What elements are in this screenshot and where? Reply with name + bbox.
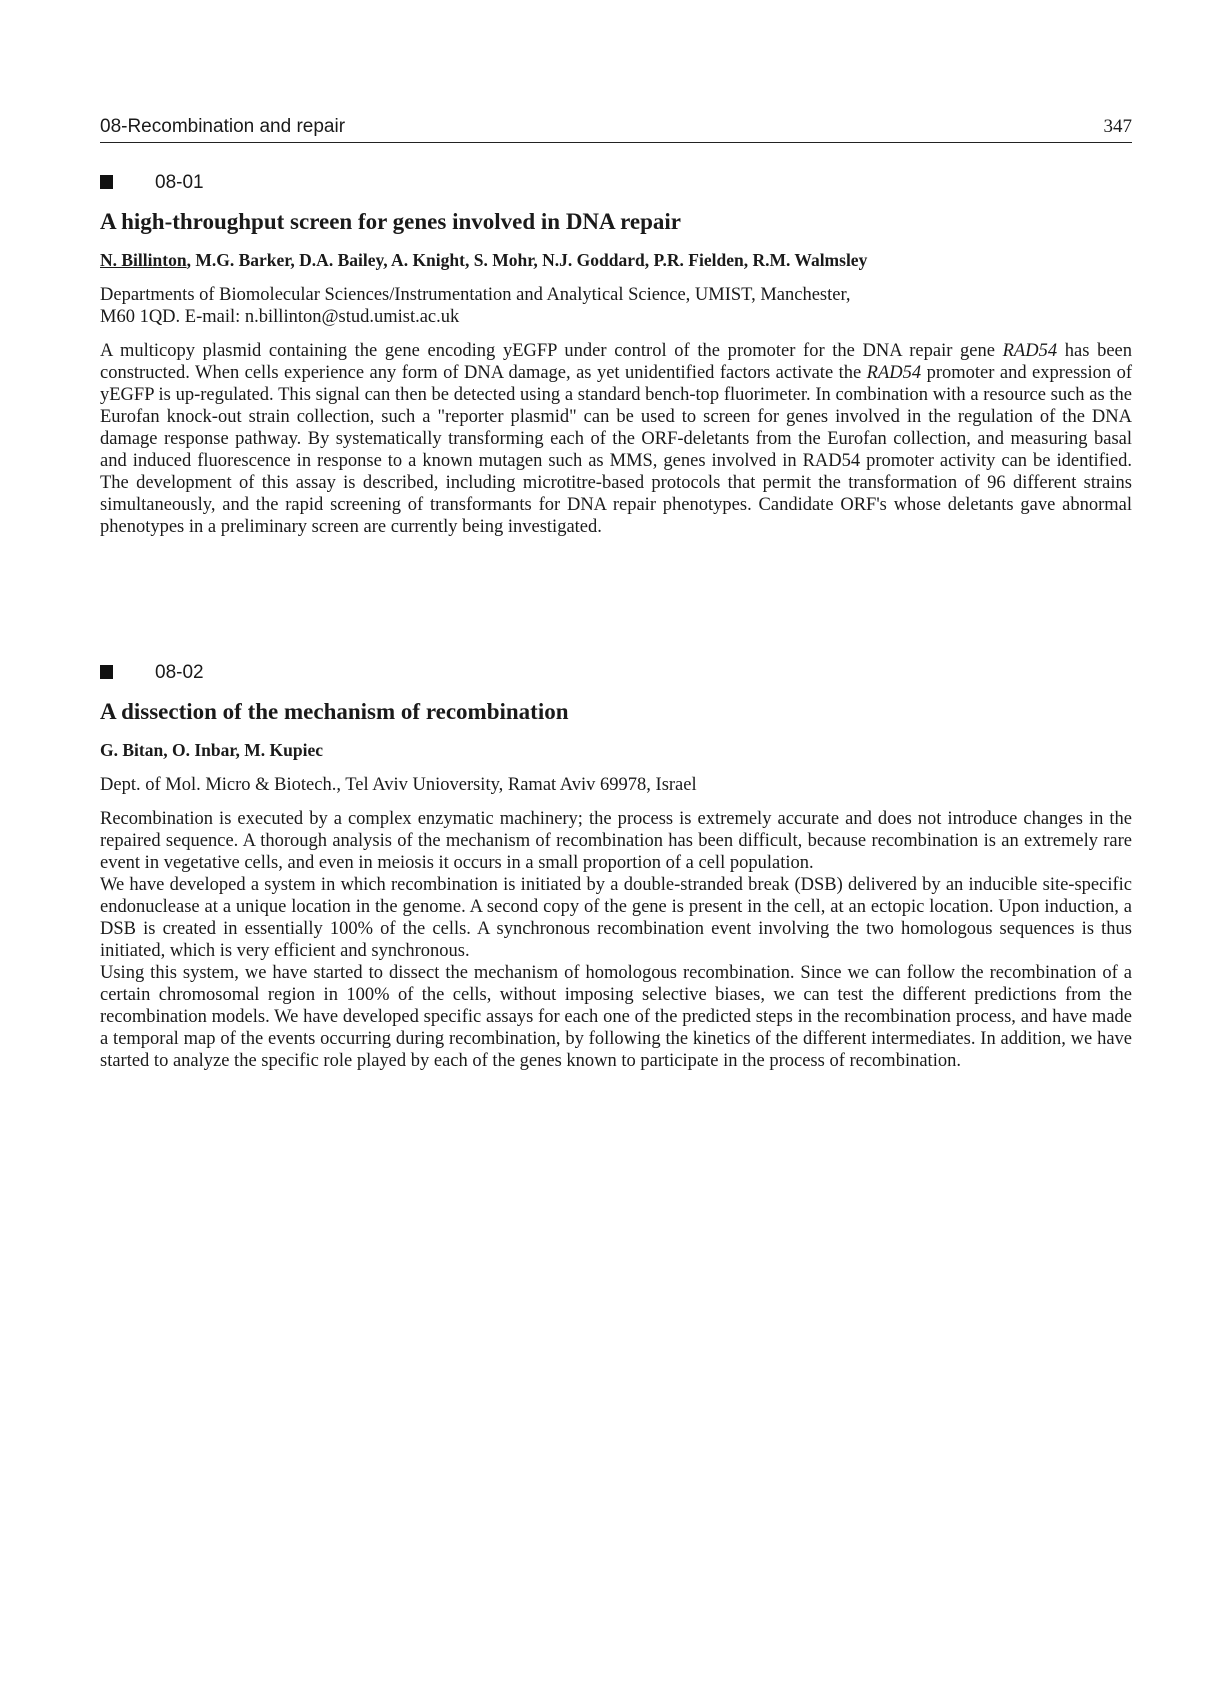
body-paragraph: Recombination is executed by a complex enzymatic machinery; the process is extremely accurate and does not introduce changes in the repaired sequence. A thorough analysis of the mechanism of recombination has been difficult, because recombination is an extremely rare event in vegetative cells, and even in meiosis it occurs in a small proportion of a cell population. xyxy=(100,809,1132,873)
abstract-header xyxy=(100,170,1132,198)
abstract-authors xyxy=(100,248,1132,272)
body-text: has been constructed. When cells experience any form of DNA damage, as yet unidentified factors activate the xyxy=(100,341,1132,383)
page-number: 347 xyxy=(1103,116,1132,137)
abstract-08-02 xyxy=(100,660,1132,1072)
gene-name: RAD54 xyxy=(866,363,922,383)
abstract-id: 08-02 xyxy=(155,662,204,683)
abstract-affiliation xyxy=(100,284,1132,328)
abstract-id: 08-01 xyxy=(155,172,204,193)
abstract-08-01 xyxy=(100,170,1132,538)
body-text: promoter and expression of yEGFP is up-regulated. This signal can then be detected using a standard bench-top fluorimeter. In combination with a resource such as the Eurofan knock-out strain collection, such a "reporter plasmid" can be used to screen for genes involved in the regulation of the DNA damage response pathway. By systematically transforming each of the ORF-deletants from the Eurofan collection, and measuring basal and induced fluorescence in response to a known mutagen such as MMS, genes involved in RAD54 promoter activity can be identified. The development of this assay is described, including microtitre-based protocols that permit the transformation of 96 different strains simultaneously, and the rapid screening of transformants for DNA repair phenotypes. Candidate ORF's whose deletants gave abnormal phenotypes in a preliminary screen are currently being investigated. xyxy=(100,363,1133,537)
square-bullet-icon xyxy=(100,665,113,679)
body-paragraph: Using this system, we have started to dissect the mechanism of homologous recombination. Since we can follow the recombination of a certain chromosomal region in 100% of the cells, without imposing selective biases, we can test the different predictions from the recombination models. We have developed specific assays for each one of the predicted steps in the recombination process, and have made a temporal map of the events occurring during recombination, by following the kinetics of the different intermediates. In addition, we have started to analyze the specific role played by each of the genes known to participate in the process of recombination. xyxy=(100,963,1132,1071)
abstract-authors: G. Bitan, O. Inbar, M. Kupiec xyxy=(100,740,323,760)
abstract-affiliation: Dept. of Mol. Micro & Biotech., Tel Aviv Unioversity, Ramat Aviv 69978, Israel xyxy=(100,775,697,795)
abstract-header xyxy=(100,660,1132,688)
running-head xyxy=(100,112,1132,143)
abstract-body xyxy=(100,340,1132,538)
co-authors: , M.G. Barker, D.A. Bailey, A. Knight, S. Mohr, N.J. Goddard, P.R. Fielden, R.M. Walmsley xyxy=(186,250,868,270)
body-paragraph: We have developed a system in which recombination is initiated by a double-stranded break (DSB) delivered by an inducible site-specific endonuclease at a unique location in the genome. A second copy of the gene is present in the cell, at an ectopic location. Upon induction, a DSB is created in essentially 100% of the cells. A synchronous recombination event involving the two homologous sequences is thus initiated, which is very efficient and synchronous. xyxy=(100,875,1132,961)
abstract-body xyxy=(100,808,1132,1072)
presenting-author: N. Billinton xyxy=(100,250,187,270)
running-head-section: 08-Recombination and repair xyxy=(100,116,346,137)
abstract-title: A high-throughput screen for genes involved in DNA repair xyxy=(100,209,682,234)
body-paragraph xyxy=(100,340,1132,538)
affiliation-line: Departments of Biomolecular Sciences/Instrumentation and Analytical Science, UMIST, Manchester, xyxy=(100,285,851,305)
gene-name: RAD54 xyxy=(1002,341,1058,361)
affiliation-line: M60 1QD. E-mail: n.billinton@stud.umist.ac.uk xyxy=(100,307,460,327)
abstract-title: A dissection of the mechanism of recombination xyxy=(100,699,569,724)
square-bullet-icon xyxy=(100,175,113,189)
body-text: A multicopy plasmid containing the gene encoding yEGFP under control of the promoter for the DNA repair gene xyxy=(100,341,1003,361)
